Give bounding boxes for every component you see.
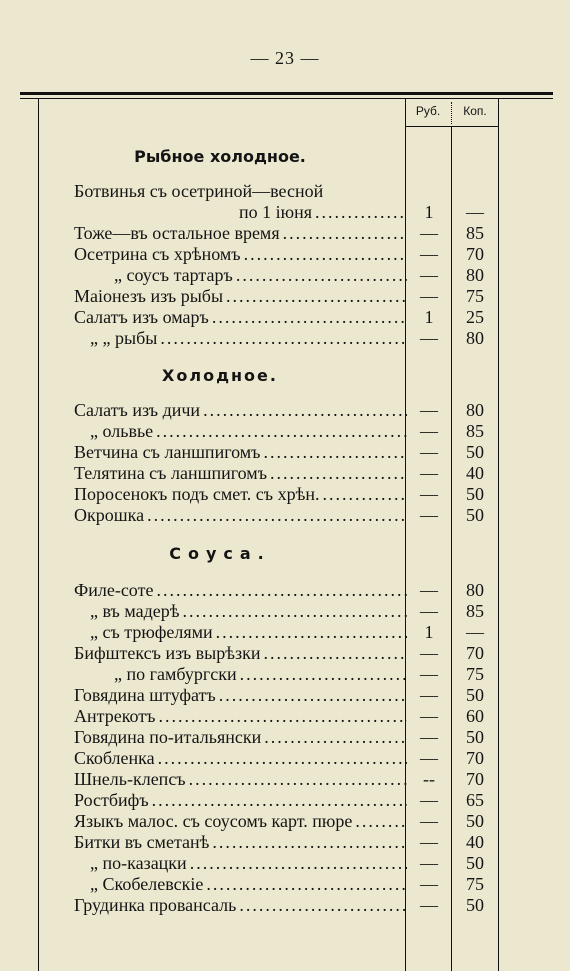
menu-row — [0, 811, 570, 832]
dot-leader — [237, 664, 407, 685]
menu-item — [90, 421, 407, 442]
menu-row — [0, 895, 570, 916]
dot-leader — [144, 505, 407, 526]
item-name: по 1 іюня — [239, 202, 312, 222]
menu-item — [239, 202, 407, 223]
dot-leader — [236, 895, 407, 916]
menu-row — [0, 202, 570, 223]
menu-row — [0, 463, 570, 484]
menu-row — [0, 286, 570, 307]
menu-item — [74, 790, 407, 811]
dot-leader — [312, 202, 407, 223]
menu-row — [0, 727, 570, 748]
price-rub: — — [420, 790, 438, 810]
dot-leader — [157, 328, 407, 349]
item-name: „ соусъ тартаръ — [114, 265, 233, 285]
menu-row — [0, 484, 570, 505]
price-kop: 80 — [466, 265, 484, 285]
price-kop: 75 — [466, 664, 484, 684]
menu-item — [74, 685, 407, 706]
price-kop: 80 — [466, 328, 484, 348]
item-name: Ботвинья съ осетриной—весной — [74, 181, 324, 201]
menu-item — [74, 223, 407, 244]
price-rub: — — [420, 895, 438, 915]
menu-row — [0, 307, 570, 328]
price-rub: — — [420, 832, 438, 852]
rub-column-header: Руб. — [415, 104, 441, 118]
price-rub: 1 — [424, 622, 434, 642]
price-rub: — — [420, 853, 438, 873]
menu-item — [74, 706, 407, 727]
price-kop: 50 — [466, 484, 484, 504]
price-rub: — — [420, 400, 438, 420]
item-name: Тоже—въ остальное время — [74, 223, 280, 243]
price-kop: 50 — [466, 727, 484, 747]
item-name: Окрошка — [74, 505, 145, 525]
dot-leader — [153, 421, 407, 442]
price-rub: — — [420, 643, 438, 663]
dot-leader — [186, 769, 407, 790]
price-kop: 80 — [466, 400, 484, 420]
price-rub: — — [420, 580, 438, 600]
price-rub: — — [420, 685, 438, 705]
price-rub: 1 — [424, 307, 434, 327]
dot-leader — [241, 244, 407, 265]
item-name: „ ольвье — [90, 421, 154, 441]
price-kop: 50 — [466, 685, 484, 705]
menu-item — [90, 874, 407, 895]
menu-item — [90, 601, 407, 622]
price-rub: — — [420, 706, 438, 726]
menu-item — [74, 181, 407, 202]
menu-row — [0, 442, 570, 463]
item-name: Филе-соте — [74, 580, 154, 600]
dot-leader — [280, 223, 407, 244]
item-name: Ветчина съ ланшпигомъ — [74, 442, 261, 462]
price-kop: 50 — [466, 811, 484, 831]
dot-leader — [223, 286, 407, 307]
item-name: „ „ рыбы — [90, 328, 158, 348]
price-kop: 85 — [466, 601, 484, 621]
item-name: Маіонезъ изъ рыбы — [74, 286, 224, 306]
price-rub: — — [420, 484, 438, 504]
price-kop: 40 — [466, 463, 484, 483]
item-name: Ростбифъ — [74, 790, 149, 810]
item-name: Битки въ сметанѣ — [74, 832, 210, 852]
menu-row — [0, 664, 570, 685]
item-name: „ съ трюфелями — [90, 622, 213, 642]
item-name: Салатъ изъ омаръ — [74, 307, 209, 327]
section-heading: Холодное. — [162, 366, 278, 385]
top-rule-thin — [20, 98, 553, 99]
price-kop: 85 — [466, 421, 484, 441]
menu-item — [74, 244, 407, 265]
price-kop: — — [466, 622, 484, 642]
price-kop: 50 — [466, 895, 484, 915]
menu-row — [0, 706, 570, 727]
price-rub: — — [420, 463, 438, 483]
price-rub: — — [420, 244, 438, 264]
dot-leader — [155, 706, 407, 727]
menu-item — [90, 622, 407, 643]
price-rub: 1 — [424, 202, 434, 222]
menu-row — [0, 328, 570, 349]
price-rub: — — [420, 286, 438, 306]
dot-leader — [261, 643, 407, 664]
dot-leader — [187, 853, 407, 874]
menu-item — [74, 307, 407, 328]
dot-leader — [155, 748, 407, 769]
price-rub: — — [420, 442, 438, 462]
dot-leader — [213, 622, 407, 643]
menu-item — [74, 580, 407, 601]
price-kop: 70 — [466, 643, 484, 663]
dot-leader — [261, 727, 407, 748]
price-kop: — — [466, 202, 484, 222]
menu-row — [0, 622, 570, 643]
dot-leader — [209, 832, 407, 853]
price-rub: — — [420, 874, 438, 894]
kop-column-header: Коп. — [463, 104, 487, 118]
item-name: „ по-казацки — [90, 853, 187, 873]
price-kop: 70 — [466, 769, 484, 789]
price-rub: — — [420, 601, 438, 621]
dot-leader — [352, 811, 407, 832]
dot-leader — [216, 685, 407, 706]
menu-item — [74, 643, 407, 664]
top-rule-thick — [20, 92, 553, 95]
menu-row — [0, 832, 570, 853]
menu-row — [0, 790, 570, 811]
menu-item — [90, 328, 407, 349]
price-rub: — — [420, 265, 438, 285]
header-rule — [405, 126, 498, 127]
dot-leader — [180, 601, 407, 622]
menu-item — [74, 463, 407, 484]
dot-leader — [209, 307, 407, 328]
menu-row — [0, 580, 570, 601]
item-name: Телятина съ ланшпигомъ — [74, 463, 267, 483]
menu-item — [74, 400, 407, 421]
menu-item — [74, 811, 407, 832]
dot-leader — [153, 580, 407, 601]
menu-item — [90, 853, 407, 874]
price-kop: 70 — [466, 244, 484, 264]
section-heading: Соуса. — [169, 544, 271, 563]
dot-leader — [149, 790, 407, 811]
item-name: Говядина штуфатъ — [74, 685, 216, 705]
price-rub: — — [420, 328, 438, 348]
price-kop: 50 — [466, 505, 484, 525]
menu-row — [0, 769, 570, 790]
price-rub: — — [420, 748, 438, 768]
menu-row — [0, 685, 570, 706]
menu-item — [74, 748, 407, 769]
price-kop: 65 — [466, 790, 484, 810]
menu-row — [0, 244, 570, 265]
item-name: Шнель-клепсъ — [74, 769, 186, 789]
menu-row — [0, 748, 570, 769]
item-name: Говядина по-итальянски — [74, 727, 262, 747]
menu-row — [0, 400, 570, 421]
price-kop: 75 — [466, 874, 484, 894]
menu-item — [114, 664, 407, 685]
menu-item — [74, 832, 407, 853]
dot-leader — [320, 484, 408, 505]
menu-row — [0, 601, 570, 622]
price-kop: 60 — [466, 706, 484, 726]
item-name: Грудинка провансаль — [74, 895, 237, 915]
menu-row — [0, 874, 570, 895]
menu-row — [0, 421, 570, 442]
menu-item — [74, 769, 407, 790]
menu-item — [74, 727, 407, 748]
menu-row — [0, 223, 570, 244]
item-name: Салатъ изъ дичи — [74, 400, 201, 420]
price-rub: — — [420, 505, 438, 525]
menu-item — [74, 286, 407, 307]
price-rub: — — [420, 223, 438, 243]
price-kop: 75 — [466, 286, 484, 306]
menu-row — [0, 643, 570, 664]
menu-item — [74, 895, 407, 916]
menu-row — [0, 505, 570, 526]
menu-row — [0, 181, 570, 202]
menu-item — [74, 442, 407, 463]
dot-leader — [261, 442, 408, 463]
price-rub: -- — [423, 769, 435, 789]
price-kop: 85 — [466, 223, 484, 243]
price-rub: — — [420, 421, 438, 441]
section-heading: Рыбное холодное. — [134, 147, 306, 166]
item-name: Языкъ малос. съ соусомъ карт. пюре — [74, 811, 353, 831]
page-number: — 23 — — [250, 48, 320, 68]
dot-leader — [200, 400, 407, 421]
item-name: Бифштексъ изъ вырѣзки — [74, 643, 261, 663]
menu-row — [0, 853, 570, 874]
item-name: „ въ мадерѣ — [90, 601, 180, 621]
item-name: Антрекотъ — [74, 706, 156, 726]
dot-leader — [203, 874, 407, 895]
price-kop: 25 — [466, 307, 484, 327]
item-name: „ по гамбургски — [114, 664, 237, 684]
menu-item — [74, 505, 407, 526]
dot-leader — [267, 463, 407, 484]
dot-leader — [233, 265, 407, 286]
price-rub: — — [420, 811, 438, 831]
menu-item — [114, 265, 407, 286]
item-name: „ Скобелевскіе — [90, 874, 204, 894]
price-kop: 80 — [466, 580, 484, 600]
menu-item — [74, 484, 407, 505]
price-kop: 40 — [466, 832, 484, 852]
menu-row — [0, 265, 570, 286]
price-kop: 50 — [466, 442, 484, 462]
price-kop: 70 — [466, 748, 484, 768]
price-rub: — — [420, 727, 438, 747]
item-name: Скобленка — [74, 748, 155, 768]
price-kop: 50 — [466, 853, 484, 873]
price-rub: — — [420, 664, 438, 684]
item-name: Поросенокъ подъ смет. съ хрѣн. — [74, 484, 320, 504]
item-name: Осетрина съ хрѣномъ — [74, 244, 241, 264]
